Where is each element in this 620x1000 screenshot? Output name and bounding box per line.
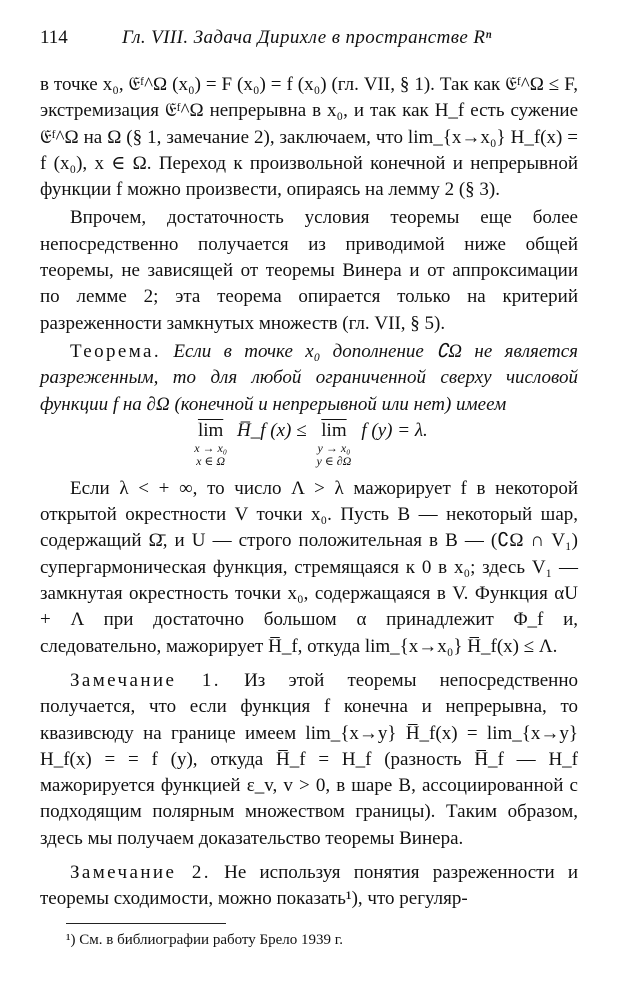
remark-1-label: Замечание 1. (70, 669, 221, 691)
lim-operator: $\overline{lim}$ (321, 419, 347, 441)
remark-2 (40, 860, 578, 913)
lim-subscript: y ∈ ∂Ω (316, 453, 352, 468)
remark-2-text: Не используя понятия разреженности и теоремы сходимости, можно показать¹), что регуляр- (40, 862, 578, 910)
paragraph-proof: Если λ < + ∞, то число Λ > λ мажорирует f в некоторой открытой окрестности V точки x₀. Пусть B — некоторый шар, содержащий Ω̄, и U — строго положительная в B — (∁Ω ∩ V₁) супергармоническая функция, стремящаяся к 0 в x₀; здесь V₁ — замкнутая окрестность точки x₀, содержащаяся в V. Функция αU + Λ при достаточно большом α принадлежит Φ_f и, следовательно, мажорирует H̅_f, откуда lim_{x→x₀} H̅_f(x) ≤ Λ. (40, 477, 578, 657)
remark-1 (40, 668, 578, 852)
limsup-x (194, 420, 227, 468)
lim-subscript: x → x₀ (194, 440, 228, 455)
page-header (40, 26, 578, 50)
paragraph-continuation: в точке x₀, 𝔈ᶠ^Ω (x₀) = F (x₀) = f (x₀) (гл. VII, § 1). Так как 𝔈ᶠ^Ω ≤ F, экстремизация 𝔈ᶠ^Ω непрерывна в x₀, и так как H_f есть сужение 𝔈ᶠ^Ω на Ω (§ 1, замечание 2), заключаем, что lim_{x→x₀} H_f(x) = f (x₀), x ∈ Ω. Переход к произвольной конечной и непрерывной функции f можно произвести, опираясь на лемму 2 (§ 3). (40, 74, 578, 201)
running-head: Гл. VIII. Задача Дирихле в пространстве Rⁿ (122, 27, 492, 48)
footnote-divider (66, 923, 226, 924)
lim-subscript: y → x₀ (317, 440, 351, 455)
paragraph-sufficiency: Впрочем, достаточность условия теоремы еще более непосредственно получается из приводимой ниже общей теоремы, не зависящей от теоремы Винера и от аппроксимации по лемме 2; эта теорема опирается только на критерий разреженности замкнутых множеств (гл. VII, § 5). (40, 207, 578, 334)
remark-2-label: Замечание 2. (70, 862, 211, 884)
page-number: 114 (40, 27, 68, 48)
remark-1-text: Из этой теоремы непосредственно получается, что если функция f конечна и непрерывна, то квазивсюду на границе имеем lim_{x→y} H̅_f(x) = lim_{x→y} H_f(x) = = f (y), откуда H̅_f = H_f (разность H̅_f — H_f мажорируется функцией ε_v, v > 0, в шаре B, ассоциированной с подходящим полярным множеством границы). Таким образом, здесь мы получаем доказательство теоремы Винера. (40, 669, 579, 849)
theorem (40, 339, 578, 418)
display-formula (40, 420, 578, 468)
theorem-label: Теорема. (70, 340, 162, 362)
lim-operator: $\overline{lim}$ (197, 419, 224, 441)
limsup-y (317, 420, 352, 468)
formula-middle: H̅_f (x) ≤ (237, 419, 307, 441)
lim-subscript: x ∈ Ω (196, 453, 226, 468)
footnote: ¹) См. в библиографии работу Брело 1939 г. (66, 931, 344, 948)
formula-end: f (y) = λ. (361, 419, 428, 441)
theorem-statement: Если в точке x₀ дополнение ∁Ω не является разреженным, то для любой ограниченной сверху числовой функции f на ∂Ω (конечной и непрерывной или нет) имеем (40, 340, 579, 415)
